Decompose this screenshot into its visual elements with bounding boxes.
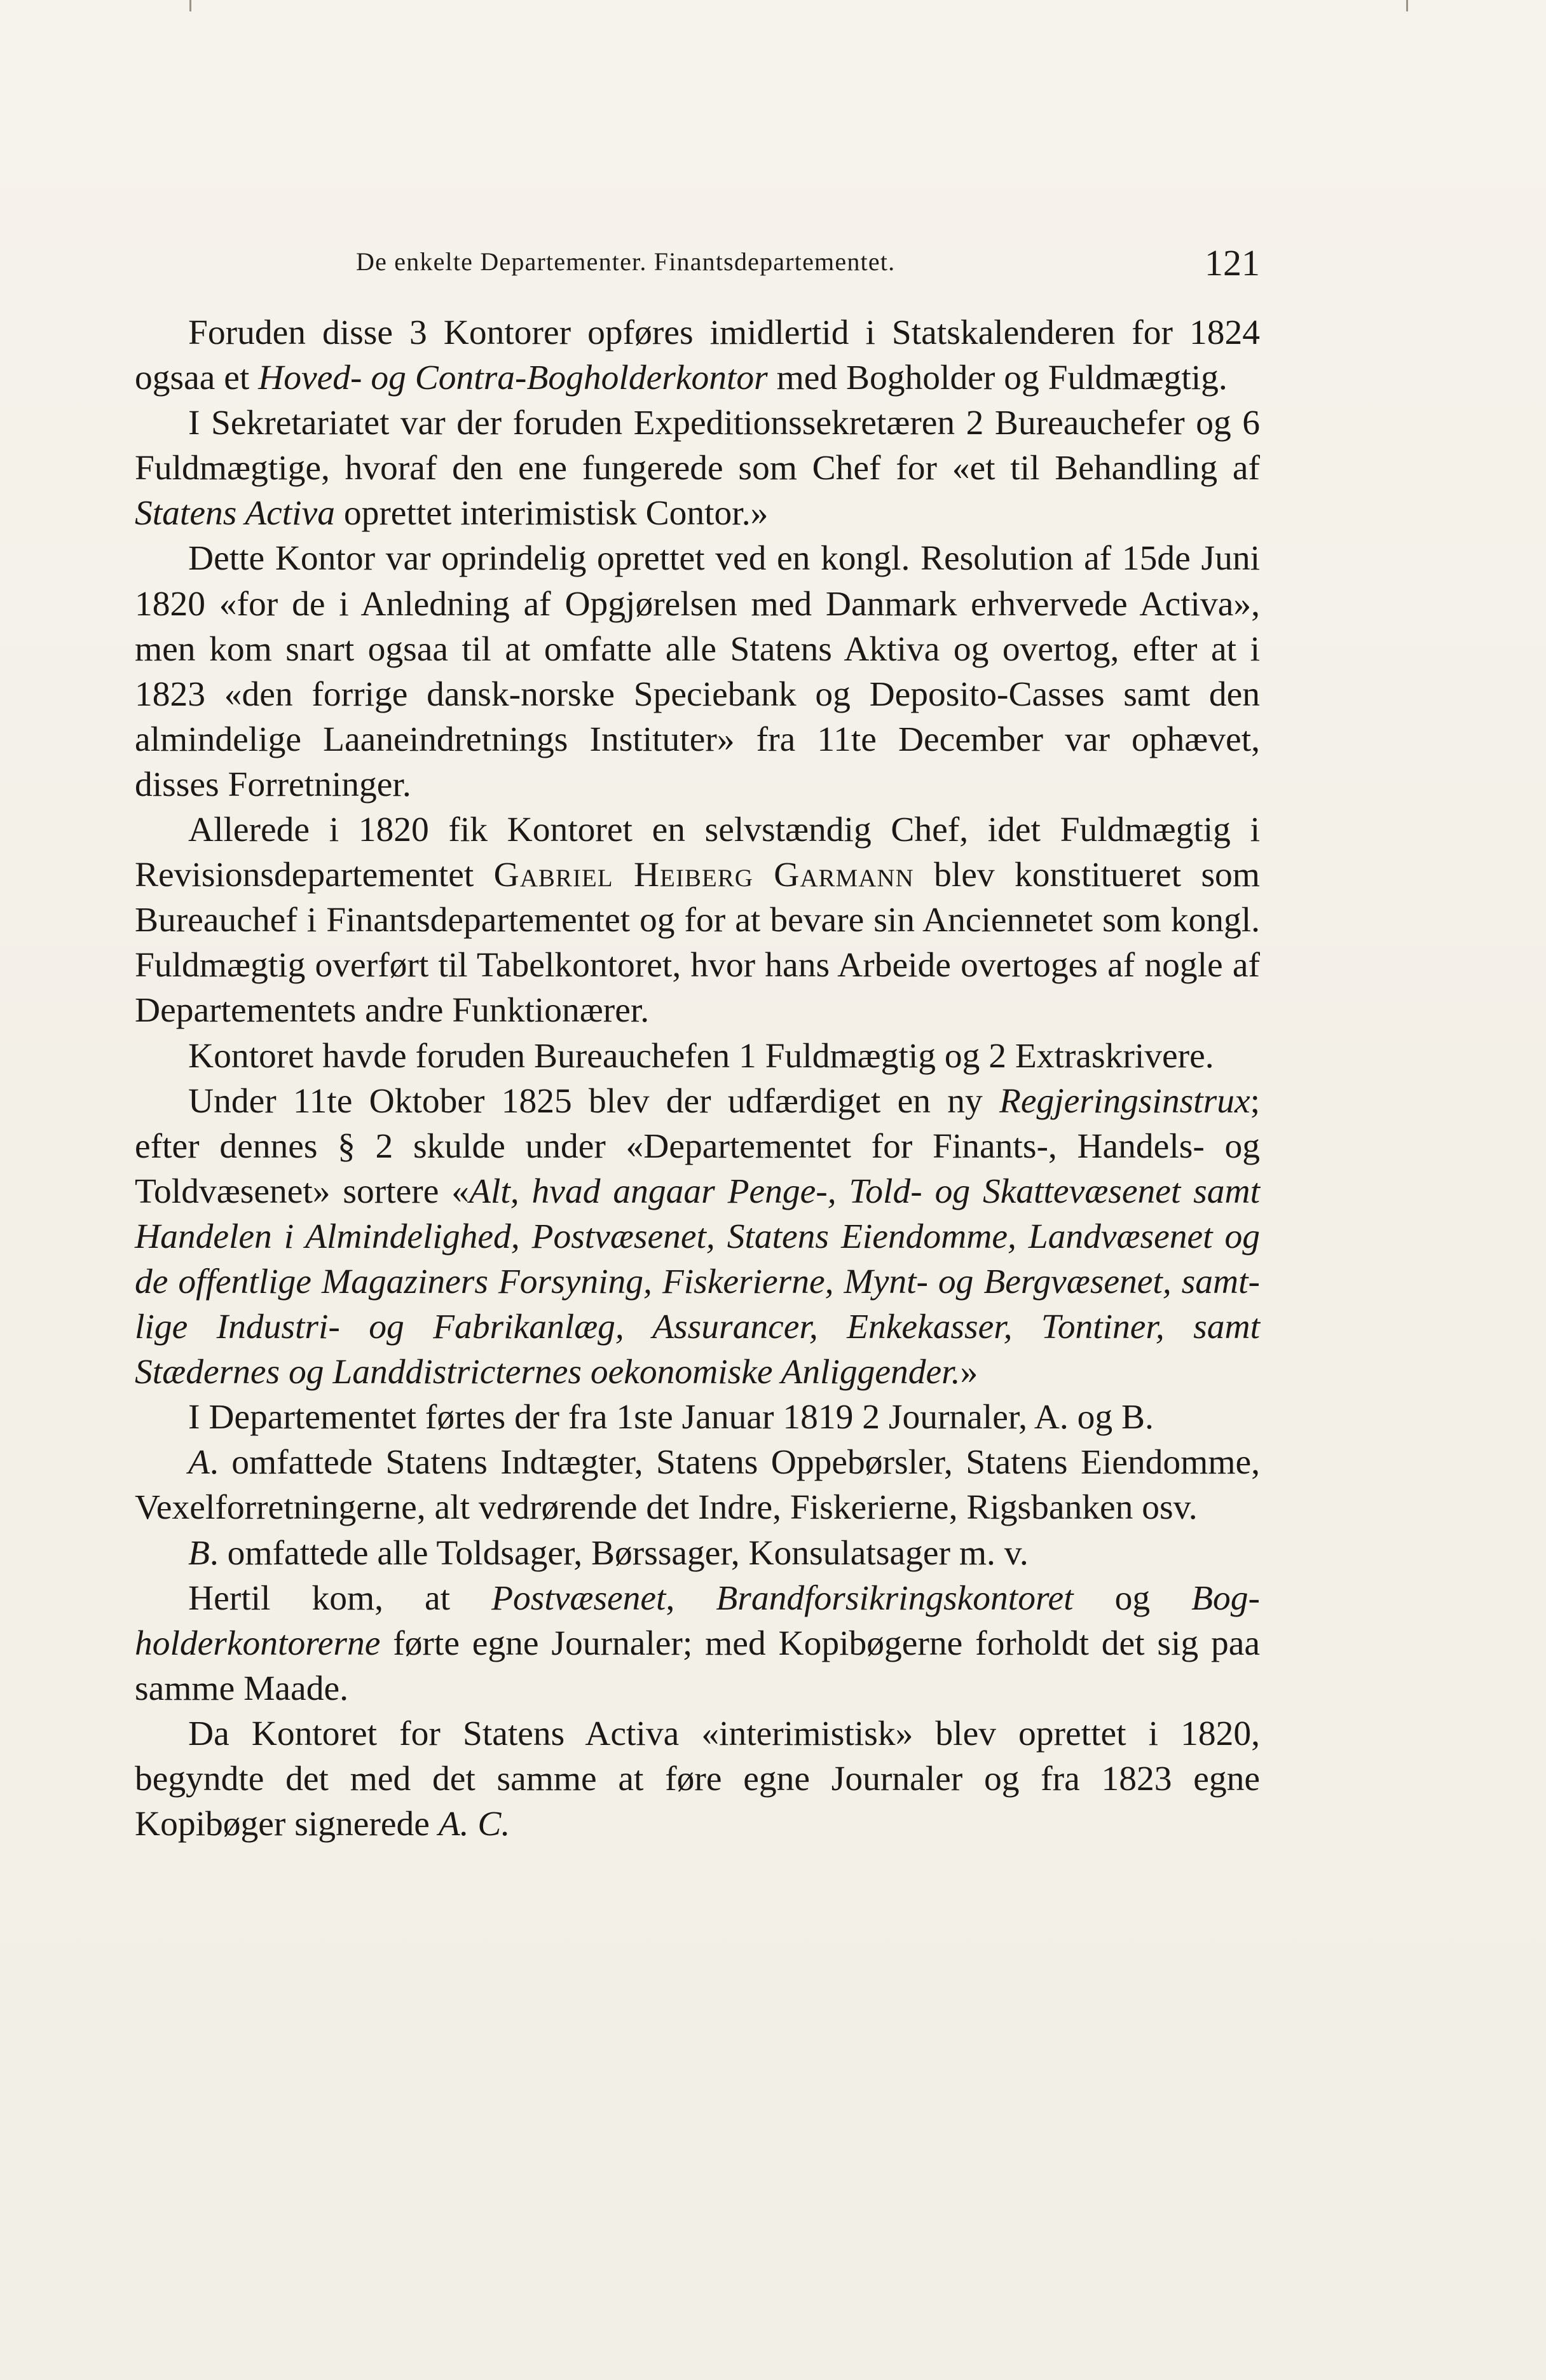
paragraph [135, 400, 1260, 536]
paragraph [135, 1395, 1260, 1440]
paragraph [135, 1531, 1260, 1576]
text-span: Hertil kom, at [188, 1578, 492, 1618]
text-span: Allerede i 1820 fik Kontoret en selvstændig Chef, idet Fuldmægtig i Revisionsdepartementet [135, 810, 1260, 895]
body-text [135, 310, 1260, 1847]
text-span: Dette Kontor var oprindelig oprettet ved en kongl. Resolution af 15de Juni 1820 «for de i Anledning af Opgjørelsen med Danmark erhvervede Activa», men kom snart ogsaa til at omfatte alle Statens Aktiva og overtog, efter at i 1823 «den forrige dansk-norske Speciebank og Deposito-Casses samt den almindelige Laaneindretnings Instituter» fra 11te December var ophævet, disses Forretninger. [135, 539, 1260, 804]
text-span: blev konstitueret som Bureauchef i Finantsdepartementet og for at bevare sin Anciennetet som kongl. Fuldmægtig overført til Tabelkontoret, hvor hans Arbeide overtoges af nogle af Departementets andre Funktionærer. [135, 856, 1260, 1030]
text-span: ; efter dennes § 2 skulde under «Departementet for Finants-, Handels- og Toldvæsenet» sortere « [135, 1081, 1260, 1211]
paragraph [135, 1711, 1260, 1847]
running-header [135, 242, 1260, 286]
paragraph [135, 807, 1260, 1033]
text-span: Da Kontoret for Statens Activa «interimistisk» blev oprettet i 1820, begyndte det med det samme at føre egne Journaler og fra 1823 egne Kopibøger signerede [135, 1714, 1260, 1844]
text-span: Kontoret havde foruden Bureauchefen 1 Fuldmægtig og 2 Extraskrivere. [188, 1036, 1214, 1076]
italic-text: B [188, 1533, 210, 1573]
scan-edge-mark [189, 0, 191, 11]
italic-text: Brandforsikringskontoret [716, 1578, 1074, 1618]
italic-text: Regjeringsinstrux [999, 1081, 1250, 1121]
text-span: » [960, 1353, 978, 1392]
text-span: Foruden disse 3 Kontorer opføres imidlertid i Statskalenderen for 1824 ogsaa et [135, 313, 1260, 398]
text-span: I Sekretariatet var der foruden Expeditionssekretæren 2 Bureauchefer og 6 Fuldmægtige, hvoraf den ene fungerede som Chef for «et til Behandling af [135, 404, 1260, 488]
italic-text: A [188, 1443, 210, 1482]
paragraph [135, 1576, 1260, 1711]
scan-edge-mark [1406, 0, 1408, 11]
page-number: 121 [1205, 242, 1260, 284]
text-span: og [1073, 1578, 1192, 1618]
text-span: Under 11te Oktober 1825 blev der udfærdiget en ny [188, 1081, 999, 1121]
paragraph [135, 1079, 1260, 1395]
italic-text: Statens Activa [135, 494, 335, 533]
paragraph [135, 1034, 1260, 1079]
italic-text: A. C. [438, 1805, 510, 1844]
text-span: med Bogholder og Fuldmægtig. [767, 359, 1228, 398]
italic-text: Bogholderkontorerne [135, 1578, 1261, 1663]
italic-text: Postvæsenet [491, 1578, 666, 1618]
text-span: . omfattede alle Toldsager, Børssager, Konsulatsager m. v. [209, 1533, 1029, 1573]
text-span: . omfattede Statens Indtægter, Statens Oppebørsler, Statens Eiendomme, Vexelforretningerne, alt vedrørende det Indre, Fiskerierne, Rigsbanken osv. [135, 1443, 1260, 1528]
running-title: De enkelte Departementer. Finantsdepartementet. [356, 247, 896, 276]
italic-text: Hoved- og Contra-Bogholderkontor [258, 359, 768, 398]
paragraph [135, 536, 1260, 807]
paragraph [135, 310, 1260, 400]
small-caps-name: Gabriel Heiberg Garmann [493, 856, 914, 895]
paragraph [135, 1440, 1260, 1530]
text-span: førte egne Journaler; med Kopibøgerne forholdt det sig paa samme Maade. [135, 1624, 1260, 1708]
text-span: , [666, 1578, 716, 1618]
text-span: I Departementet førtes der fra 1ste Januar 1819 2 Journaler, A. og B. [188, 1398, 1154, 1437]
text-span: oprettet interimistisk Contor.» [334, 494, 769, 533]
italic-quote: Alt, hvad angaar Penge-, Told- og Skattevæsenet samt Handelen i Almindelighed, Postvæsenet, Statens Eiendomme, Landvæsenet og de offentlige Magaziners Forsyning, Fiskerierne, Mynt- og Bergvæsenet, samtlige Industri- og Fabrikanlæg, Assurancer, Enkekasser, Tontiner, samt Stædernes og Landdistricternes oekonomiske Anliggender. [135, 1172, 1260, 1392]
